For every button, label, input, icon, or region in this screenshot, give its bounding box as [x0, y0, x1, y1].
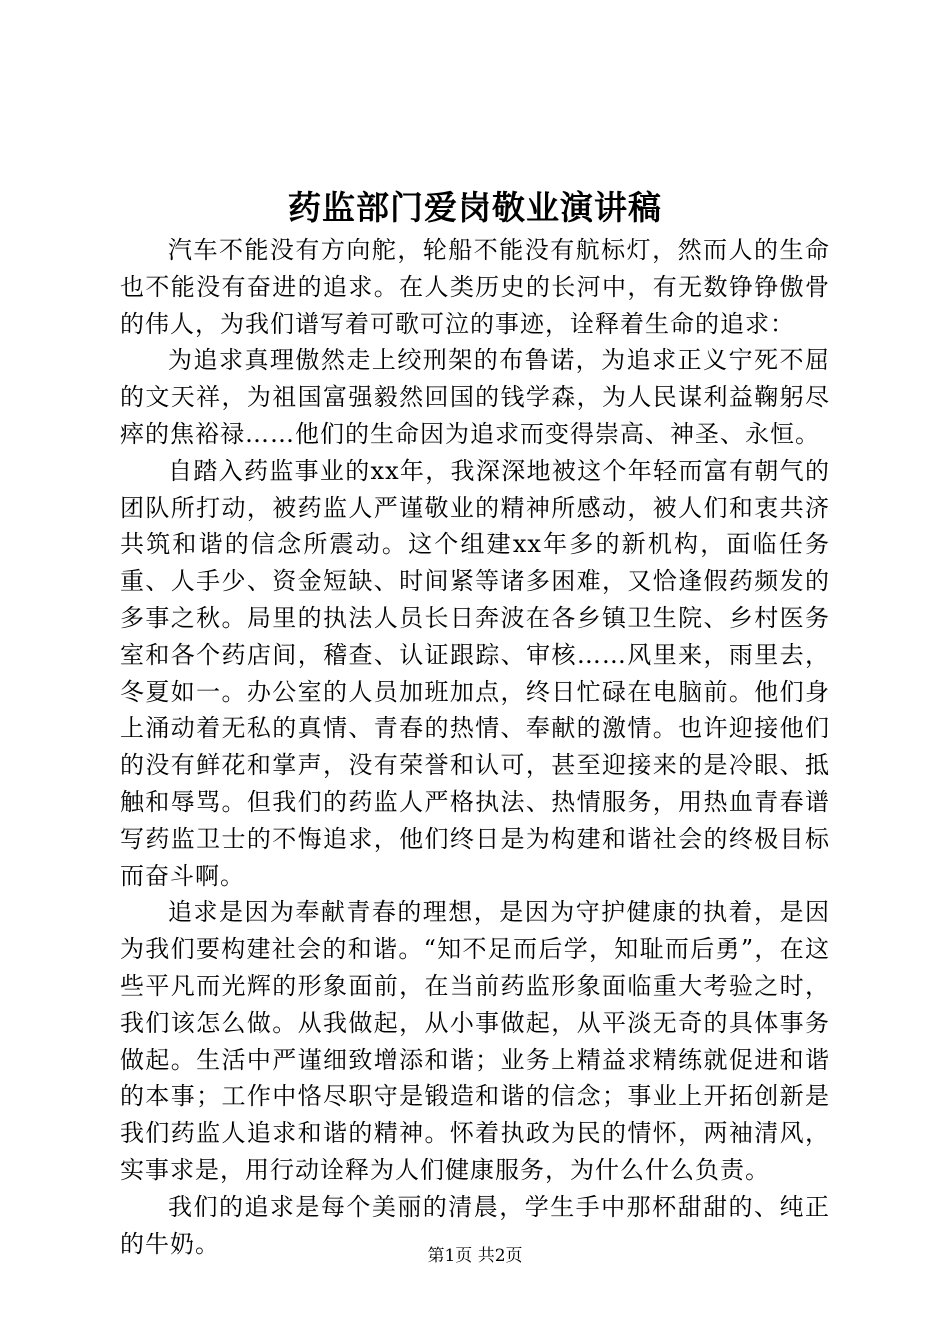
document-body [120, 232, 830, 1262]
paragraph-3: 自踏入药监事业的xx年，我深深地被这个年轻而富有朝气的团队所打动，被药监人严谨敬业的精神所感动，被人们和衷共济共筑和谐的信念所震动。这个组建xx年多的新机构，面临任务重、人手少、资金短缺、时间紧等诸多困难，又恰逢假药频发的多事之秋。局里的执法人员长日奔波在各乡镇卫生院、乡村医务室和各个药店间，稽查、认证跟踪、审核……风里来，雨里去，冬夏如一。办公室的人员加班加点，终日忙碌在电脑前。他们身上涌动着无私的真情、青春的热情、奉献的激情。也许迎接他们的没有鲜花和掌声，没有荣誉和认可，甚至迎接来的是冷眼、抵触和辱骂。但我们的药监人严格执法、热情服务，用热血青春谱写药监卫士的不悔追求，他们终日是为构建和谐社会的终极目标而奋斗啊。 [120, 456, 830, 890]
paragraph-4: 追求是因为奉献青春的理想，是因为守护健康的执着，是因为我们要构建社会的和谐。“知不足而后学，知耻而后勇”，在这些平凡而光辉的形象面前，在当前药监形象面临重大考验之时，我们该怎么做。从我做起，从小事做起，从平淡无奇的具体事务做起。生活中严谨细致增添和谐；业务上精益求精练就促进和谐的本事；工作中恪尽职守是锻造和谐的信念；事业上开拓创新是我们药监人追求和谐的精神。怀着执政为民的情怀，两袖清风，实事求是，用行动诠释为人们健康服务，为什么什么负责。 [120, 898, 830, 1184]
paragraph-1: 汽车不能没有方向舵，轮船不能没有航标灯，然而人的生命也不能没有奋进的追求。在人类历史的长河中，有无数铮铮傲骨的伟人，为我们谱写着可歌可泣的事迹，诠释着生命的追求： [120, 236, 830, 338]
document-title: 药监部门爱岗敬业演讲稿 [288, 188, 662, 227]
page-footer: 第1页 共2页 [427, 1246, 523, 1266]
paragraph-2: 为追求真理傲然走上绞刑架的布鲁诺，为追求正义宁死不屈的文天祥，为祖国富强毅然回国的钱学森，为人民谋利益鞠躬尽瘁的焦裕禄……他们的生命因为追求而变得崇高、神圣、永恒。 [120, 346, 830, 448]
paragraph-5: 我们的追求是每个美丽的清晨，学生手中那杯甜甜的、纯正的牛奶。 [120, 1192, 830, 1258]
